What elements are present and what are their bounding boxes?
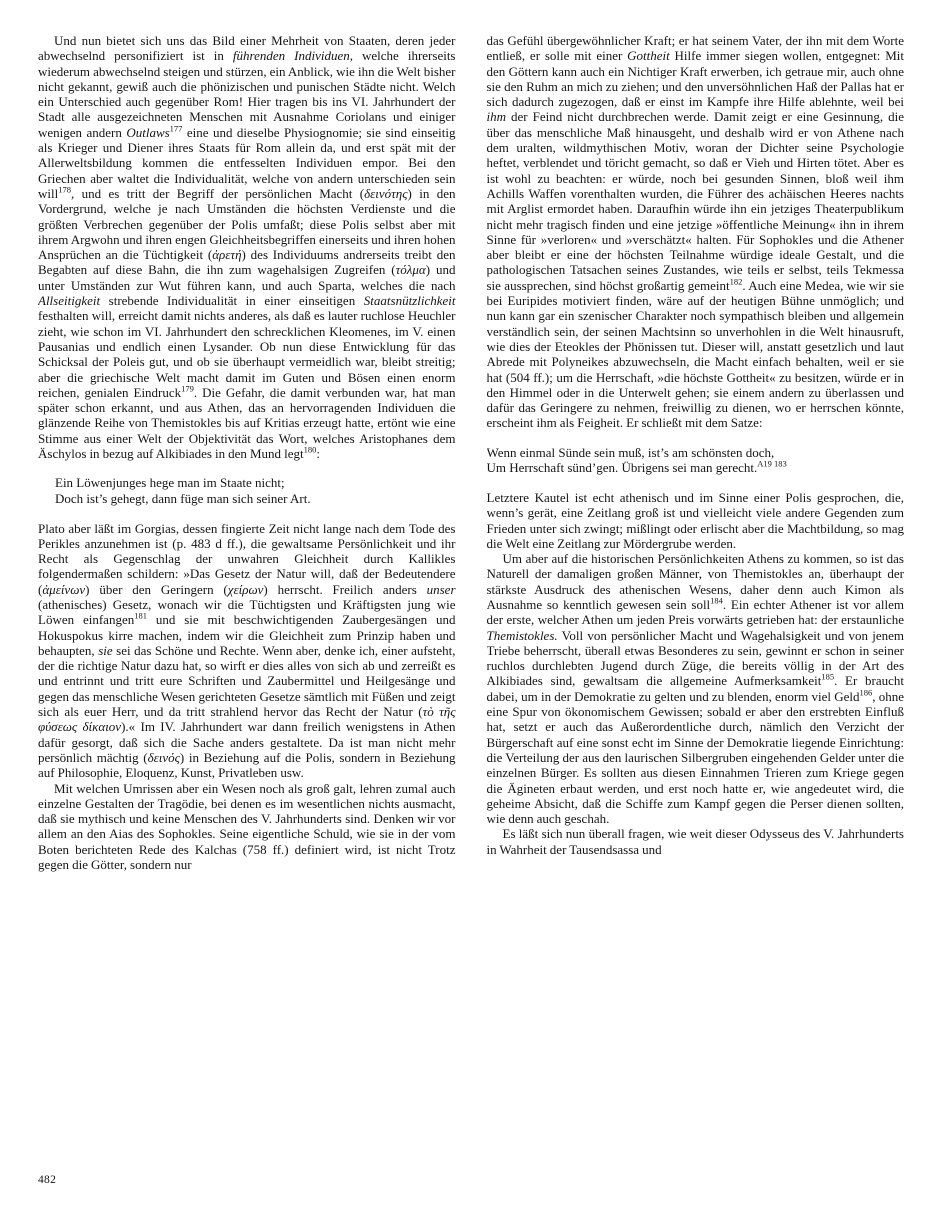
text-run: und sie mit beschwichtigenden Zaubergesängen und Hokuspokus kirre machen, indem wir die Gleichheit zum Prinzip haben und behaupten, xyxy=(38,612,456,658)
paragraph xyxy=(487,551,905,826)
emphasis-text: τόλμα xyxy=(395,262,426,278)
footnote-reference: 186 xyxy=(859,687,873,698)
emphasis-text: Gottheit xyxy=(627,48,670,64)
text-run: Es läßt sich nun überall fragen, wie weit dieser Odysseus des V. Jahrhunderts in Wahrheit der Tausendsassa und xyxy=(486,826,904,857)
paragraph xyxy=(487,33,905,431)
text-run: , und es tritt der Begriff der persönlichen Macht ( xyxy=(70,185,365,201)
footnote-reference: 184 xyxy=(710,595,723,606)
text-run: : xyxy=(316,446,320,462)
text-run: Wenn einmal Sünde sein muß, ist’s am schönsten doch, xyxy=(486,444,775,460)
text-run: ).« Im IV. Jahrhundert war dann freilich wenigstens in Athen dafür gesorgt, daß sich die Sache anders gestaltete. Da ist man nicht mehr persönlich mächtig ( xyxy=(38,719,456,765)
text-run: eine und dieselbe Physiognomie; sie sind einseitig als Krieger und Diener ihres Staats für Rom allein da, und erst spät mit der Allerweltsbildung kommen die entfesselten Individuen empor. Bei den Griechen aber waltet die Individualität, welche von andern unterschieden sein will xyxy=(38,124,456,201)
verse-line xyxy=(487,460,905,476)
text-run: Mit welchen Umrissen aber ein Wesen noch als groß galt, lehren zumal auch einzelne Gestalten der Tragödie, bei denen es im wesentlichen nichts ausmacht, daß sie mythisch und keine Menschen des V. Jahrhunderts sind. Denken wir vor allem an den Aias des Sophokles. Seine eigentliche Schuld, wie sie in der vom Boten berichteten Rede des Kalchas (758 ff.) definiert wird, ist nicht Trotz gegen die Götter, sondern nur xyxy=(38,780,456,873)
text-run: ) herrscht. Freilich anders xyxy=(263,581,427,597)
text-run: strebende Individualität in einer einseitigen xyxy=(100,293,364,309)
text-run: Um aber auf die historischen Persönlichkeiten Athens zu kommen, so ist das Naturell der damaligen großen Männer, von Themistokles an, überhaupt der stärkste Ausdruck des athenischen Wesens, daher denn auch Kimon als Ausnahme so kenntlich gewesen sein soll xyxy=(486,551,904,612)
left-column xyxy=(38,33,456,1168)
footnote-reference: 180 xyxy=(303,444,317,455)
text-run: Plato aber läßt im Gorgias, dessen fingierte Zeit nicht lange nach dem Tode des Perikles anzunehmen ist (p. 483 d ff.), die gewaltsame Persönlichkeit und ihr Recht als Gegenschlag der unwahren Gleichheit durch Kallikles folgendermaßen schildern: »Das Gesetz der Natur will, daß der Bedeutendere ( xyxy=(38,520,456,597)
emphasis-text: ihm xyxy=(486,109,506,125)
footnote-reference: 177 xyxy=(169,123,183,134)
text-run: , ohne eine Spur von ökonomischem Gewissen; sobald er aber den erstrebten Einfluß hat, setzt er auch das Außerordentliche durch, nämlich den Verzicht der Bürgerschaft auf eine sonst echt im Sinne der Demokratie liegende Einrichtung: die Verteilung der aus den laurischen Silbergruben eingehenden Gelder unter die einzelnen Bürger. Es sollten aus diesen Einnahmen Trieren zum Kriege gegen die Ägineten erbaut werden, und erst noch hatte er, wie angedeutet wird, die geheime Absicht, daß die Schiffe zum Kampf gegen die Perser dienen sollten, wie denn auch geschah. xyxy=(486,688,904,827)
emphasis-text: Staatsnützlichkeit xyxy=(363,293,456,309)
verse-line xyxy=(487,445,905,461)
text-run: der Feind nicht durchbrechen werde. Damit zeigt er eine Gesinnung, die über das menschliche Maß hinausgeht, und deshalb wird er von Athene nach dem uralten, wildmythischen Motiv, woran der Dichter seine Psychologie heftet, verblendet und töricht gemacht, so daß er Vieh und Hirten tötet. Aber es ist wohl zu beachten: er würde, noch bei gesunden Sinnen, bloß weil ihm Achills Waffen vorenthalten wurden, die Führer des achäischen Heeres nachts mit Arglist ermordet haben. Daraufhin würde ihn ein jetziges Theaterpublikum nicht mehr tragisch finden und eine jetzige »öffentliche Meinung« ihn in ihrem Sinne für »verloren« und »verschätzt« halten. Für Sophokles und die Athener aber bleibt er eine der höchsten Teilnahme würdige ideale Gestalt, und die pathologischen Tatsachen seines Zustandes, wie teils er selbst, teils Tekmessa sie aussprechen, sind höchst großartig gemeint xyxy=(486,109,904,293)
text-run: ) in den Vordergrund, welche je nach Umständen die höchsten Verdienste und die größten Verbrechen gegenüber der Polis umfaßt; diese Polis selbst aber mit ihrem Argwohn und ihren engen Gleichheitsbegriffen einerseits und ihren hohen Ansprüchen an die Tüchtigkeit ( xyxy=(38,185,456,263)
emphasis-text: Themistokles. xyxy=(486,627,558,643)
emphasis-text: δεινότης xyxy=(364,185,408,201)
text-columns xyxy=(38,33,904,1168)
paragraph xyxy=(487,826,905,857)
footnote-reference: 185 xyxy=(821,672,835,683)
emphasis-text: sie xyxy=(98,642,113,658)
text-run: ) über den Geringern ( xyxy=(85,581,228,597)
text-run: . Die Gefahr, die damit verbunden war, hat man später schon erkannt, und aus Athen, das an hervorragenden Individuen die glänzende Reihe von Themistokles bis auf Kritias erzeugt hatte, ertönt wie eine Stimme aus einer Welt der Objektivität das Wort, welches Aristophanes dem Äschylos in bezug auf Alkibiades in den Mund legt xyxy=(38,384,456,462)
text-run: (athenisches) Gesetz, wonach wir die Tüchtigsten und Kräftigsten jung wie Löwen einfangen xyxy=(38,596,456,628)
footnote-reference: 178 xyxy=(58,184,71,195)
verse-quote xyxy=(487,445,905,476)
text-run: Um Herrschaft sünd’gen. Übrigens sei man gerecht. xyxy=(486,460,758,476)
emphasis-text: τὸ τῆς φύσεως δίκαιον xyxy=(38,704,456,735)
text-run: festhalten will, erreicht damit nichts anderes, als daß es lauter ruchlose Heuchler zieht, wie schon im VI. Jahrhundert den schrecklichen Kleomenes, im V. einen Pausanias und endlich einen Lysander. Ob nun diese Entwicklung für das Schicksal der Poleis gut, und ob sie überhaupt vermeidlich war, bleibt streitig; aber die griechische Welt macht damit im Guten und Bösen einen enorm reichen, genialen Eindruck xyxy=(38,308,456,400)
right-column xyxy=(487,33,905,1168)
paragraph xyxy=(487,490,905,551)
emphasis-text: ἀρετή xyxy=(212,247,242,263)
text-run: ) in Beziehung auf die Polis, sondern in Beziehung auf Philosophie, Eloquenz, Kunst, Privatleben usw. xyxy=(38,749,456,781)
text-run: Hilfe immer siegen wollen, entgegnet: Mit den Göttern kann auch ein Nichtiger Kraft erwerben, ich getraue mir, auch ohne sie den Ruhm an mich zu ziehen; und den unversöhnlichen Haß der Pallas hat er sich dadurch zugezogen, daß er einst im Kampfe ihre Hilfe ablehnte, weil bei xyxy=(486,48,904,110)
footnote-reference: A19 183 xyxy=(757,458,787,469)
paragraph xyxy=(38,33,456,461)
text-run: . Ein echter Athener ist vor allem der erste, welcher Athen um jeden Preis vorwärts getrieben hat: der erstaunliche xyxy=(486,596,904,628)
text-run: das Gefühl übergewöhnlicher Kraft; er hat seinem Vater, der ihn mit dem Worte entließ, er solle mit einer xyxy=(486,33,904,64)
footnote-reference: 182 xyxy=(729,276,743,287)
text-run: ) und unter Umständen zur Wut führen kann, und auch Sparta, welches die nach xyxy=(38,262,456,293)
text-run: . Auch eine Medea, wie wir sie bei Euripides motiviert finden, wäre auf der heutigen Bühne unmöglich; und nun kann gar ein szenischer Charakter noch sympathisch bleiben und allgemein verständlich sein, der seinen Machtsinn so unverhohlen in die Welt hinausruft, wie dies der Eteokles der Phönissen tut. Dieser will, anstatt gesetzlich und laut Abrede mit Polyneikes abzuwechseln, die Macht einfach behalten, weil er sie hat (504 ff.); um die Herrschaft, »die höchste Gottheit« zu besitzen, würde er in den Himmel oder in die Unterwelt gehen; sie einem andern zu überlassen und dafür das Geringere zu nehmen, freiwillig zu dienen, wo er herrschen könnte, erscheint ihm als Feigheit. Er schließt mit dem Satze: xyxy=(486,277,904,431)
text-run: sei das Schöne und Rechte. Wenn aber, denke ich, einer aufsteht, der die richtige Natur dazu hat, so wirft er dies alles von sich ab und zerreißt es und entrinnt und tritt eure Schriften und Zaubermittel und Heilgesänge und gegen das menschliche Wesen gerichteten Gesetze sämtlich mit Füßen und zeigt sich als euer Herr, und da tritt strahlend hervor das Recht der Natur ( xyxy=(38,642,456,720)
text-run: Und nun bietet sich uns das Bild einer Mehrheit von Staaten, deren jeder abwechselnd personifiziert ist in xyxy=(38,33,456,64)
text-run: Doch ist’s gehegt, dann füge man sich seiner Art. xyxy=(55,490,311,506)
emphasis-text: führenden Individuen, xyxy=(232,48,353,64)
emphasis-text: δεινός xyxy=(147,749,180,765)
verse-quote xyxy=(38,475,456,506)
page-number: 482 xyxy=(38,1174,57,1186)
footnote-reference: 181 xyxy=(134,610,147,621)
emphasis-text: ἀμείνων xyxy=(42,581,86,597)
emphasis-text: Outlaws xyxy=(126,124,170,140)
verse-line xyxy=(55,475,456,491)
text-run: Letztere Kautel ist echt athenisch und im Sinne einer Polis gesprochen, die, wenn’s gerät, eine Zeitlang groß ist und vielleicht viele andere Gegenden zum Frieden unter sich zwingt; mißlingt oder erlischt aber die Machtbildung, so mag die Welt eine Zeitlang zur Mördergrube werden. xyxy=(486,489,904,551)
emphasis-text: χείρων xyxy=(227,581,264,597)
verse-line xyxy=(55,491,456,507)
text-run: welche ihrerseits wiederum abwechselnd steigen und stürzen, ein Anblick, wie ihn die Welt bisher nicht gekannt, gewiß auch die phönizischen und punischen Städte nicht. Welch ein Unterschied auch gegenüber Rom! Hier tragen bis ins VI. Jahrhundert der Stadt alle ausgezeichneten Menschen mit Ausnahme Coriolans und einiger wenigen andern xyxy=(38,48,456,140)
footnote-reference: 179 xyxy=(181,383,194,394)
paragraph xyxy=(38,781,456,873)
text-run: Voll von persönlicher Macht und Wagehalsigkeit und von jenem Triebe beherrscht, überall etwas Besonderes zu sein, gewinnt er schon in seiner ruchlos durchlebten Jugend durch Züge, die bereits völlig in der Art des Alkibiades sind, gewaltsam die allgemeine Aufmerksamkeit xyxy=(486,627,904,689)
text-run: ) des Individuums andrerseits treibt den Begabten auf diese Bahn, die ihn zum wagehalsigen Zugreifen ( xyxy=(38,247,456,278)
text-run: . Er braucht dabei, um in der Demokratie zu gelten und zu blenden, enorm viel Geld xyxy=(486,673,904,704)
text-run: Ein Löwenjunges hege man im Staate nicht; xyxy=(55,475,285,491)
emphasis-text: unser xyxy=(426,581,456,597)
paragraph xyxy=(38,521,456,781)
emphasis-text: Allseitigkeit xyxy=(38,293,101,309)
